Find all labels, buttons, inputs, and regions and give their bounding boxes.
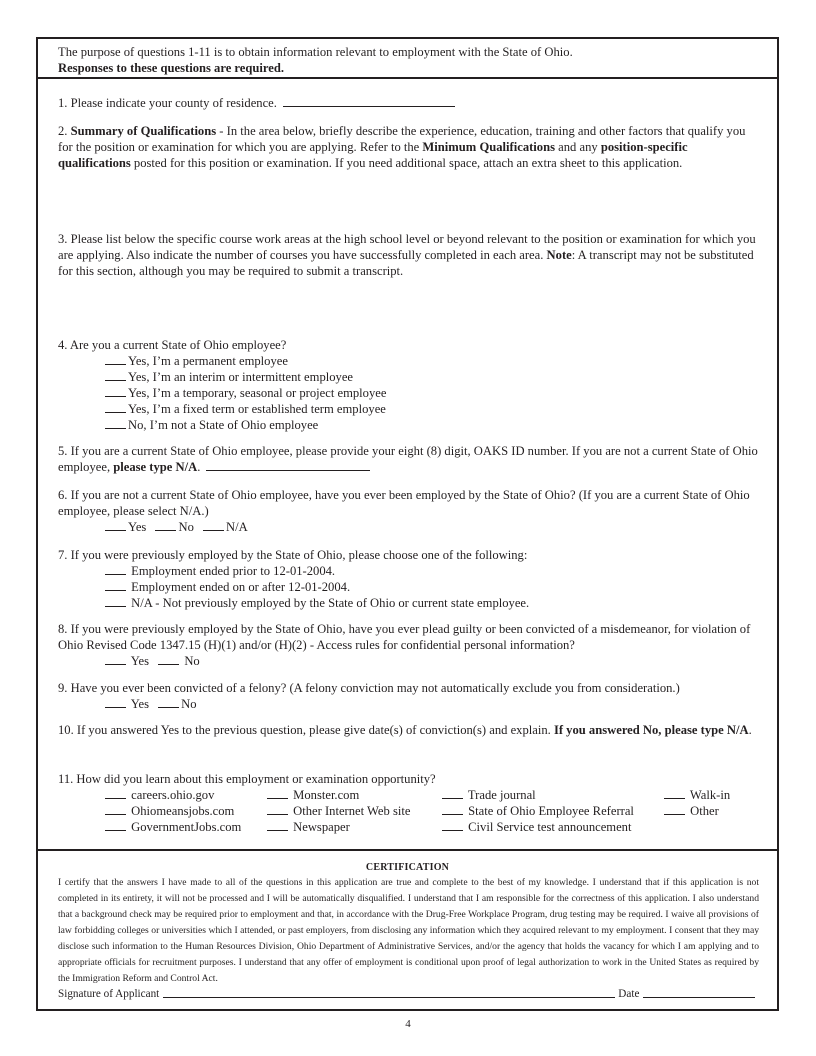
summary-of-qualifications-field[interactable] <box>58 175 759 227</box>
q6-option-mark[interactable] <box>203 529 224 531</box>
county-of-residence-field[interactable] <box>283 105 455 107</box>
q4-option-label: Yes, I’m a temporary, seasonal or project employee <box>128 386 387 400</box>
page-number: 4 <box>405 1018 411 1030</box>
q6-option-label: Yes <box>128 520 147 534</box>
course-work-field[interactable] <box>58 283 759 335</box>
q11-option-label: GovernmentJobs.com <box>131 820 242 834</box>
question-1-text: 1. Please indicate your county of residence. <box>58 96 277 110</box>
q11-option-mark[interactable] <box>442 813 463 815</box>
q4-option-fixed-term[interactable] <box>58 401 759 417</box>
certification-title: CERTIFICATION <box>365 862 450 873</box>
q4-option-mark[interactable] <box>105 427 126 429</box>
q11-option-newspaper[interactable] <box>267 819 350 835</box>
date-field[interactable] <box>643 996 755 998</box>
q11-option-mark[interactable] <box>267 797 288 799</box>
question-2-text-c: posted for this position or examination. If you need additional space, attach an extra sheet to this application. <box>130 156 683 170</box>
q11-options-grid <box>58 787 759 835</box>
form-header <box>38 39 777 79</box>
question-7-text: 7. If you were previously employed by the State of Ohio, please choose one of the following: <box>58 548 528 562</box>
application-form-frame <box>36 37 779 1011</box>
q6-option-mark[interactable] <box>105 529 126 531</box>
question-3 <box>58 231 759 279</box>
q9-option-mark[interactable] <box>158 706 179 708</box>
q11-option-mark[interactable] <box>664 813 685 815</box>
question-6-text: 6. If you are not a current State of Ohio employee, have you ever been employed by the State of Ohio? (If you are a current State of Ohio employee, please select N/A.) <box>58 488 750 518</box>
q11-option-monster[interactable] <box>267 787 359 803</box>
question-10-text-b: . <box>748 723 752 737</box>
q11-option-civil-service[interactable] <box>442 819 631 835</box>
q7-option-label: Employment ended prior to 12-01-2004. <box>131 564 336 578</box>
q11-option-mark[interactable] <box>105 829 126 831</box>
q6-option-yes[interactable] <box>105 520 146 534</box>
q4-option-not-employee[interactable] <box>58 417 759 433</box>
q11-option-mark[interactable] <box>442 829 463 831</box>
certification-section <box>38 849 777 1009</box>
question-3-text-b: : A transcript may not be substituted for this section, although you may be required to submit a transcript. <box>58 248 754 278</box>
q8-option-mark[interactable] <box>158 663 179 665</box>
q7-option-mark[interactable] <box>105 589 126 591</box>
date-label: Date <box>618 988 640 1000</box>
q9-option-no[interactable] <box>158 697 196 711</box>
q4-option-label: No, I’m not a State of Ohio employee <box>128 418 319 432</box>
q11-option-label: Monster.com <box>293 788 360 802</box>
q4-option-mark[interactable] <box>105 363 126 365</box>
q11-option-label: Ohiomeansjobs.com <box>131 804 235 818</box>
q7-option-after[interactable] <box>58 579 759 595</box>
q11-option-label: Civil Service test announcement <box>468 820 632 834</box>
question-11-text: 11. How did you learn about this employment or examination opportunity? <box>58 772 436 786</box>
question-10-text: 10. If you answered Yes to the previous question, please give date(s) of conviction(s) and explain. <box>58 723 554 737</box>
oaks-id-field[interactable] <box>206 469 370 471</box>
certification-body: I certify that the answers I have made to all of the questions in this application are true and complete to the best of my knowledge. I understand that if this application is not completed in its entirety, it will not be processed and I will be automatically disqualified. I understand that I am responsible for the correctness of this application. I also understand that a background check may be required prior to employment and that, in accordance with the Drug-Free Workplace Program, drug testing may be required. I waive all provisions of law forbidding colleges or universities which I attended, or past employers, from disclosing any information which they acquired relevant to my employment. I consent that they may disclose such information to the Human Resources Division, Ohio Department of Administrative Services, and/or the agency that holds the vacancy for which I am applying and to appropriate officials for recruitment purposes. I understand that any offer of employment is conditional upon proof of legal authorization to work in the United States as required by the Immigration Reform and Control Act. <box>58 877 759 984</box>
minimum-qualifications-label: Minimum Qualifications <box>422 140 556 154</box>
q11-option-mark[interactable] <box>267 813 288 815</box>
q11-option-employee-referral[interactable] <box>442 803 634 819</box>
q11-option-label: Newspaper <box>293 820 350 834</box>
q4-option-label: Yes, I’m a permanent employee <box>128 354 288 368</box>
q11-option-ohiomeansjobs[interactable] <box>105 803 234 819</box>
q11-option-other-internet[interactable] <box>267 803 410 819</box>
q7-option-label: Employment ended on or after 12-01-2004. <box>131 580 351 594</box>
question-5 <box>58 443 759 475</box>
q11-option-label: State of Ohio Employee Referral <box>468 804 634 818</box>
q6-option-na[interactable] <box>203 520 248 534</box>
q11-option-label: careers.ohio.gov <box>131 788 215 802</box>
q8-option-label: No <box>184 654 200 668</box>
q11-option-label: Trade journal <box>467 788 536 802</box>
q4-option-label: Yes, I’m an interim or intermittent employee <box>128 370 354 384</box>
q11-option-walk-in[interactable] <box>664 787 730 803</box>
q11-option-mark[interactable] <box>105 797 126 799</box>
question-7 <box>58 547 759 611</box>
q4-option-permanent[interactable] <box>58 353 759 369</box>
q11-option-governmentjobs[interactable] <box>105 819 241 835</box>
q11-option-mark[interactable] <box>442 797 463 799</box>
q7-option-prior[interactable] <box>58 563 759 579</box>
q6-option-mark[interactable] <box>155 529 176 531</box>
q11-option-label: Walk-in <box>689 788 731 802</box>
question-2-number: 2. <box>58 124 68 138</box>
q11-option-label: Other <box>690 804 719 818</box>
question-5-text-a: 5. If you are a current State of Ohio employee, please provide your eight (8) digit, OAKS ID number. If you are not a current State of Ohio employee, <box>58 444 758 474</box>
question-5-text-b: . <box>197 460 201 474</box>
question-4 <box>58 337 759 433</box>
conviction-explanation-field[interactable] <box>58 739 759 769</box>
question-5-bold: please type N/A <box>113 460 198 474</box>
q11-option-other[interactable] <box>664 803 719 819</box>
position-specific-qualifications-label: position-specific qualifications <box>58 140 688 170</box>
question-1 <box>58 95 759 111</box>
signature-label: Signature of Applicant <box>58 988 160 1000</box>
q9-option-label: Yes <box>130 697 150 711</box>
q8-option-label: Yes <box>130 654 150 668</box>
q11-option-mark[interactable] <box>267 829 288 831</box>
question-6 <box>58 487 759 535</box>
q6-option-no[interactable] <box>155 520 193 534</box>
question-2-text-b: and any <box>555 140 601 154</box>
q11-option-trade-journal[interactable] <box>442 787 536 803</box>
header-required-note: Responses to these questions are required. <box>58 61 284 75</box>
q11-option-label: Other Internet Web site <box>293 804 411 818</box>
question-9 <box>58 680 759 712</box>
question-8-text: 8. If you were previously employed by the State of Ohio, have you ever plead guilty or been convicted of a misdemeanor, for violation of Ohio Revised Code 1347.15 (H)(1) and/or (H)(2) - Access rules for confidential personal information? <box>58 622 751 652</box>
question-10-bold: If you answered No, please type N/A <box>553 723 749 737</box>
q7-option-na[interactable] <box>58 595 759 611</box>
q4-option-temporary[interactable] <box>58 385 759 401</box>
q4-option-label: Yes, I’m a fixed term or established term employee <box>128 402 386 416</box>
q7-option-mark[interactable] <box>105 573 126 575</box>
question-9-text: 9. Have you ever been convicted of a felony? (A felony conviction may not automatically exclude you from consideration.) <box>58 681 680 695</box>
question-8 <box>58 621 759 669</box>
q11-option-mark[interactable] <box>664 797 685 799</box>
q4-option-mark[interactable] <box>105 395 126 397</box>
q7-option-label: N/A - Not previously employed by the State of Ohio or current state employee. <box>131 596 530 610</box>
q11-option-careers-ohio-gov[interactable] <box>105 787 214 803</box>
question-2-title: Summary of Qualifications <box>70 124 217 138</box>
q6-option-label: No <box>178 520 194 534</box>
q4-option-interim[interactable] <box>58 369 759 385</box>
question-3-text-a: 3. Please list below the specific course work areas at the high school level or beyond relevant to the position or examination for which you are applying. Also indicate the number of courses you have successfully completed in each area. <box>58 232 756 262</box>
question-4-text: 4. Are you a current State of Ohio employee? <box>58 338 287 352</box>
q6-option-label: N/A <box>226 520 248 534</box>
question-10 <box>58 722 759 738</box>
signature-field[interactable] <box>163 996 615 998</box>
q9-option-mark[interactable] <box>105 706 126 708</box>
question-11 <box>58 771 759 835</box>
q11-option-mark[interactable] <box>105 813 126 815</box>
q7-option-mark[interactable] <box>105 605 126 607</box>
q8-option-yes[interactable] <box>105 654 149 668</box>
question-3-note-label: Note <box>546 248 572 262</box>
q8-option-mark[interactable] <box>105 663 126 665</box>
question-2 <box>58 123 759 171</box>
q4-option-mark[interactable] <box>105 411 126 413</box>
q8-option-no[interactable] <box>158 654 200 668</box>
question-2-text-a: - In the area below, briefly describe the experience, education, training and other factors that qualify you for the position or examination for which you are applying. Refer to the <box>58 124 746 154</box>
q4-option-mark[interactable] <box>105 379 126 381</box>
q9-option-label: No <box>181 697 197 711</box>
signature-row <box>58 987 759 1001</box>
header-intro: The purpose of questions 1-11 is to obtain information relevant to employment with the State of Ohio. <box>58 45 573 59</box>
q9-option-yes[interactable] <box>105 697 149 711</box>
